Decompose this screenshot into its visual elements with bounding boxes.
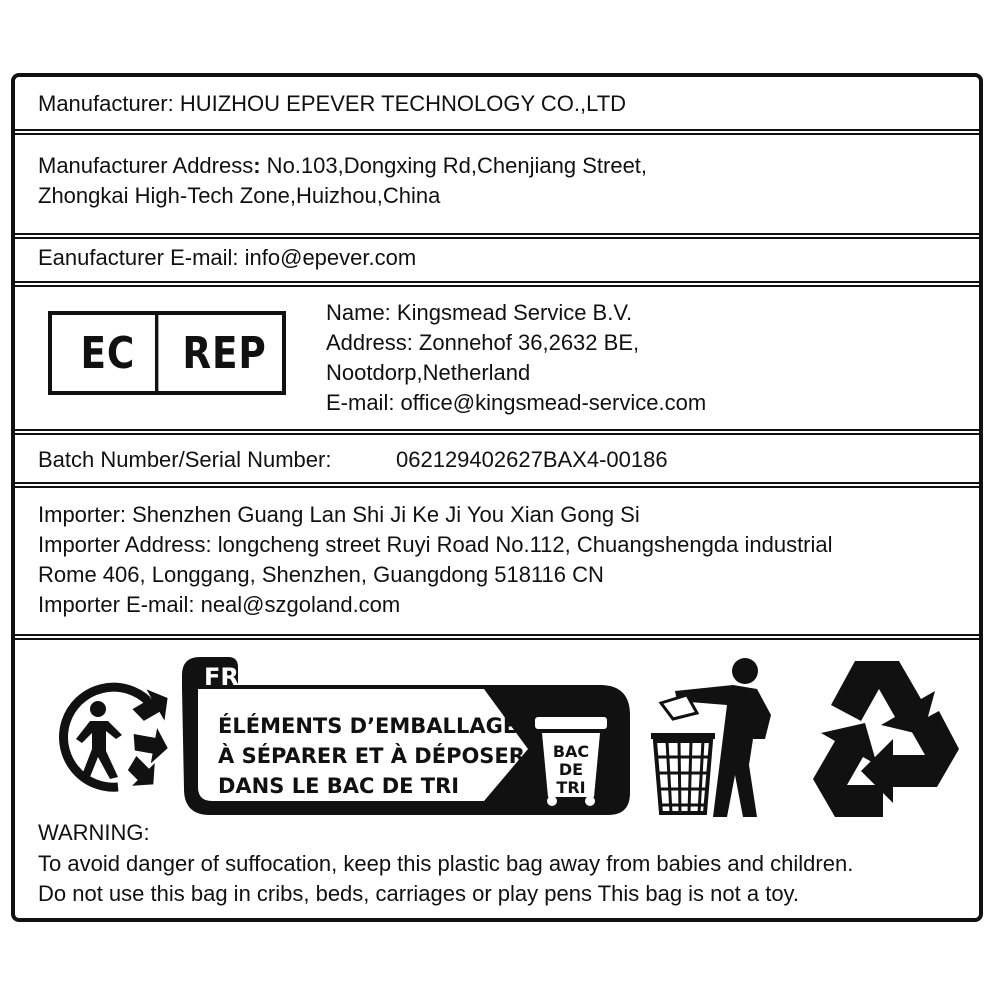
importer-address2: Rome 406, Longgang, Shenzhen, Guangdong 518116 CN — [38, 562, 604, 587]
divider — [15, 634, 979, 640]
country-code: FR — [204, 663, 239, 691]
manufacturer-address-line1 — [38, 151, 647, 181]
triman-icon — [52, 679, 170, 793]
manufacturer-address-line2: Zhongkai High-Tech Zone,Huizhou,China — [38, 183, 441, 208]
warning-line1: To avoid danger of suffocation, keep this plastic bag away from babies and children. — [38, 851, 854, 876]
divider — [15, 129, 979, 135]
address-label: Manufacturer Address — [38, 153, 254, 178]
address-colon: : — [253, 153, 261, 178]
warning-title: WARNING: — [38, 820, 150, 845]
manufacturer-name: Manufacturer: HUIZHOU EPEVER TECHNOLOGY CO.,LTD — [38, 91, 627, 116]
batch-value: 062129402627BAX4-00186 — [396, 447, 668, 472]
bin-line3: TRI — [556, 778, 586, 797]
product-label — [11, 73, 983, 922]
importer-address1: Importer Address: longcheng street Ruyi Road No.112, Chuangshengda industrial — [38, 532, 833, 557]
rep-badge-text: REP — [182, 327, 267, 379]
divider — [15, 482, 979, 488]
address-text: No.103,Dongxing Rd,Chenjiang Street, — [260, 153, 648, 178]
importer-name: Importer: Shenzhen Guang Lan Shi Ji Ke Ji You Xian Gong Si — [38, 502, 640, 527]
recycle-icon — [795, 657, 967, 825]
triman-info-label — [180, 655, 632, 819]
importer-email: Importer E-mail: neal@szgoland.com — [38, 592, 401, 617]
batch-label: Batch Number/Serial Number: — [38, 447, 332, 472]
triman-line2: À SÉPARER ET À DÉPOSER — [218, 744, 525, 768]
divider — [15, 281, 979, 287]
triman-line3: DANS LE BAC DE TRI — [218, 774, 460, 798]
manufacturer-email: Eanufacturer E-mail: info@epever.com — [38, 245, 417, 270]
tidyman-icon — [647, 657, 787, 817]
ec-rep-address2: Nootdorp,Netherland — [326, 360, 531, 385]
ec-rep-address1: Address: Zonnehof 36,2632 BE, — [326, 330, 640, 355]
triman-line1: ÉLÉMENTS D’EMBALLAGE — [218, 714, 518, 738]
ec-badge-text: EC — [61, 315, 159, 391]
ec-rep-name: Name: Kingsmead Service B.V. — [326, 300, 633, 325]
bin-line1: BAC — [552, 742, 590, 761]
bin-line2: DE — [558, 760, 584, 779]
ec-rep-email: E-mail: office@kingsmead-service.com — [326, 390, 707, 415]
warning-line2: Do not use this bag in cribs, beds, carriages or play pens This bag is not a toy. — [38, 881, 800, 906]
ec-rep-badge — [48, 311, 286, 395]
divider — [15, 429, 979, 435]
divider — [15, 233, 979, 239]
